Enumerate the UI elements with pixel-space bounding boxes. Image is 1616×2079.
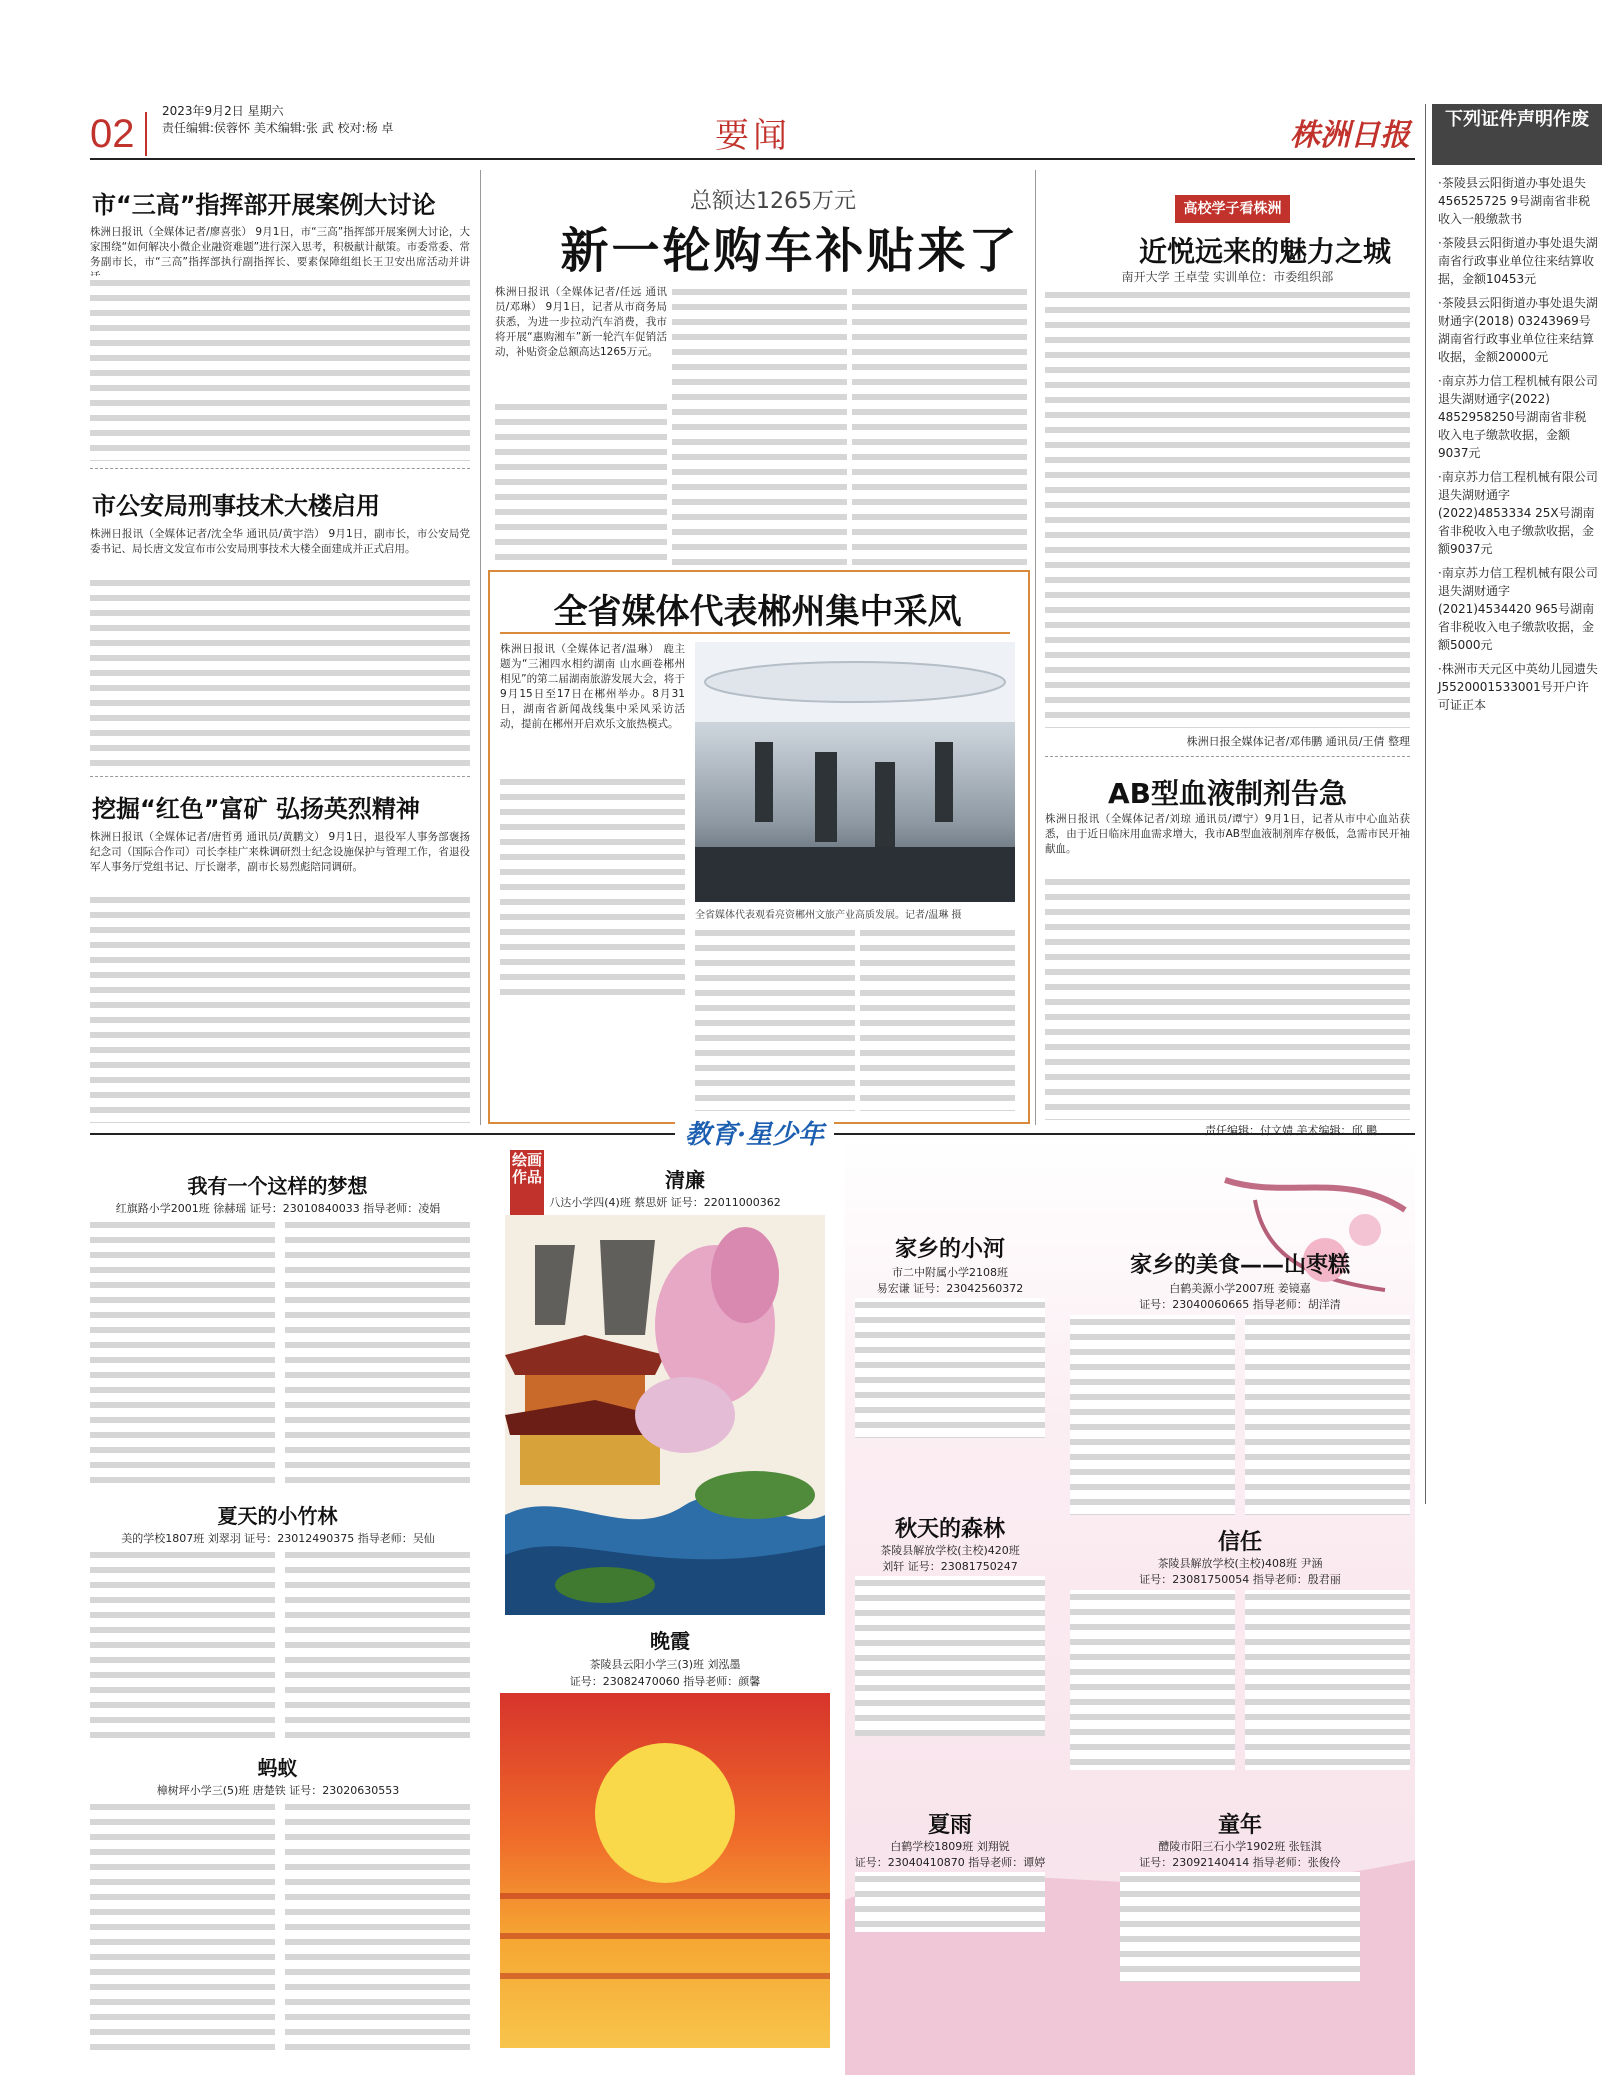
edu-piece-byline: 刘轩 证号：23081750247 (882, 1560, 1018, 1573)
campus-badge: 高校学子看株洲 (1175, 195, 1290, 223)
edu-piece-title: 晚霞 (650, 1629, 690, 1653)
section-title: 要闻 (715, 116, 791, 156)
newspaper-logo: 株洲日报 (1290, 118, 1410, 153)
notice-list (1438, 174, 1598, 1504)
edu-piece-title: 信任 (1217, 1530, 1262, 1555)
edu-piece-byline: 樟树坪小学三(5)班 唐楚铁 证号：23020630553 (156, 1784, 400, 1797)
police-lead: 株洲日报讯（全媒体记者/沈全华 通讯员/黄宇浩） 9月1日，副市长，市公安局党委书记、局长唐文发宣布市公安局刑事技术大楼全面建成并正式启用。 (90, 528, 470, 555)
art-tag: 绘画作品 (510, 1150, 544, 1224)
header-meta (162, 103, 393, 137)
edu-piece-title: 童年 (1217, 1813, 1262, 1838)
car-body-col3 (852, 285, 1027, 565)
edu-banner: 教育·星少年 (675, 1112, 834, 1153)
edu-piece-byline: 易宏谦 证号：23042560372 (876, 1282, 1024, 1295)
campus-title: 近悦远来的魅力之城 (1138, 235, 1391, 268)
media-caption: 全省媒体代表观看亮资郴州文旅产业高质发展。记者/温琳 摄 (695, 910, 962, 921)
edu-piece-body (1120, 1872, 1360, 1982)
notice-item: ·茶陵县云阳街道办事处退失湖南省行政事业单位往来结算收据，金额10453元 (1438, 236, 1598, 286)
edu-editors: 责任编辑：付文婧 美术编辑：邱 鹏 (1205, 1124, 1377, 1137)
separator (1045, 756, 1410, 757)
blood-title: AB型血液制剂告急 (1107, 777, 1347, 810)
separator (90, 468, 470, 469)
edu-piece-body (1245, 1590, 1410, 1770)
edu-piece-title: 家乡的小河 (894, 1237, 1005, 1262)
edu-piece-byline: 市二中附属小学2108班 (892, 1266, 1008, 1279)
sangao-lead: 株洲日报讯（全媒体记者/廖喜张） 9月1日，市“三高”指挥部开展案例大讨论，大家围绕“如何解决小微企业融资难题”进行深入思考，积极献计献策。市委常委、常务副市长，市“三高”指挥部执行副指挥长、要素保障组组长王卫安出席活动并讲 (90, 226, 470, 268)
car-title: 新一轮购车补贴来了 (560, 223, 1020, 279)
edu-piece-title: 我有一个这样的梦想 (187, 1174, 368, 1198)
edu-piece-body (90, 1218, 275, 1488)
edu-piece-body (1070, 1315, 1235, 1515)
edu-piece-body (855, 1298, 1045, 1438)
edu-piece-byline: 白鹤美源小学2007班 姜镜嘉 (1169, 1282, 1311, 1295)
edu-piece-byline: 证号：23092140414 指导老师：张俊伶 (1139, 1856, 1341, 1869)
sangao-title: 市“三高”指挥部开展案例大讨论 (92, 191, 436, 219)
edu-piece-byline: 红旗路小学2001班 徐赫瑶 证号：23010840033 指导老师：凌娟 (115, 1202, 441, 1215)
media-photo (695, 642, 1015, 902)
edu-piece-byline: 美的学校1807班 刘翠羽 证号：23012490375 指导老师：吴仙 (121, 1532, 435, 1545)
media-title: 全省媒体代表郴州集中采风 (553, 592, 962, 632)
edu-piece-body (1245, 1315, 1410, 1515)
edu-piece-byline: 证号：23081750054 指导老师：殷君丽 (1139, 1573, 1341, 1586)
edu-piece-title: 秋天的森林 (894, 1517, 1005, 1542)
date-line: 2023年9月2日 星期六 (162, 104, 284, 118)
column-divider (1035, 170, 1036, 1125)
editors-line: 责任编辑:侯蓉怀 美术编辑:张 武 校对:杨 卓 (162, 121, 394, 135)
police-title: 市公安局刑事技术大楼启用 (92, 492, 380, 520)
edu-piece-byline: 证号：23040410870 指导老师：谭婷 (854, 1856, 1046, 1869)
edu-piece-byline: 八达小学四(4)班 蔡思妍 证号：22011000362 (549, 1196, 781, 1209)
edu-piece-body (285, 1218, 470, 1488)
notice-item: ·茶陵县云阳街道办事处退失456525725 9号湖南省非税收入一般缴款书 (1438, 176, 1591, 226)
edu-piece-body (90, 1800, 275, 2050)
edu-piece-byline: 茶陵县解放学校(主校)408班 尹涵 (1157, 1557, 1323, 1570)
media-lead: 株洲日报讯（全媒体记者/温琳） 鹿主题为“三湘四水相约湖南 山水画卷郴州相见”的第二届湖南旅游发展大会，将于9月15日至17日在郴州举办。8月31日，湖南省新闻战线集中采风采访活动，提前在郴州开启欢乐文旅热模式。 (500, 643, 685, 730)
column-divider (480, 170, 481, 1125)
campus-body (1045, 288, 1410, 728)
edu-piece-byline: 白鹤学校1809班 刘翔锐 (890, 1840, 1010, 1853)
car-kicker: 总额达1265万元 (690, 189, 856, 214)
red-title: 挖掘“红色”富矿 弘扬英烈精神 (92, 795, 420, 823)
notice-item: ·南京苏力信工程机械有限公司退失湖财通字(2022) 4852958250号湖南省非税收入电子缴款收据，金额9037元 (1438, 374, 1598, 460)
edu-piece-title: 清廉 (665, 1168, 705, 1192)
edu-piece-byline: 茶陵县解放学校(主校)420班 (880, 1544, 1020, 1557)
separator (90, 776, 470, 777)
red-lead: 株洲日报讯（全媒体记者/唐哲勇 通讯员/黄鹏文） 9月1日，退役军人事务部褒扬纪念司（国际合作司）司长李桂广来株调研烈士纪念设施保护与管理工作，省退役军人事务厅党组书记、厅长谢孝，副市长易烈彪陪同调研。 (90, 831, 470, 873)
notice-divider (1425, 104, 1426, 1504)
edu-piece-byline: 茶陵县云阳小学三(3)班 刘泓墨 (589, 1658, 741, 1671)
police-body (90, 576, 470, 768)
notice-item: ·南京苏力信工程机械有限公司退失湖财通字(2021)4534420 965号湖南省非税收入电子缴款收据，金额5000元 (1438, 566, 1598, 652)
car-lead: 株洲日报讯（全媒体记者/任远 通讯员/邓琳） 9月1日，记者从市商务局获悉，为进一步拉动汽车消费，我市将开展“惠购湘车”新一轮汽车促销活动，补贴资金总额高达1265万元。 (495, 286, 667, 358)
sangao-body (90, 276, 470, 461)
blood-body (1045, 875, 1410, 1120)
edu-piece-title: 家乡的美食——山枣糕 (1129, 1253, 1350, 1278)
media-photo-robots (695, 642, 1015, 902)
painting-sunset-sun (500, 1693, 830, 2048)
edu-piece-byline: 证号：23040060665 指导老师：胡洋清 (1139, 1298, 1341, 1311)
car-body-col2 (672, 285, 847, 565)
media-body-mid (695, 926, 855, 1111)
header-divider (145, 112, 147, 156)
campus-byline: 南开大学 王卓莹 实训单位：市委组织部 (1121, 270, 1334, 284)
notice-item: ·株洲市天元区中英幼儿园遗失J5520001533001号开户许可证正本 (1438, 662, 1598, 712)
car-body-col1 (495, 400, 667, 565)
campus-credit: 株洲日报全媒体记者/邓伟鹏 通讯员/王倩 整理 (1186, 735, 1410, 748)
edu-piece-byline: 证号：23082470060 指导老师：颜馨 (569, 1675, 761, 1688)
edu-piece-body (285, 1800, 470, 2050)
painting-sunset (500, 1693, 830, 2048)
notice-item: ·茶陵县云阳街道办事处退失湖财通字(2018) 03243969号湖南省行政事业单位往来结算收据，金额20000元 (1438, 296, 1598, 364)
edu-piece-title: 蚂蚁 (257, 1756, 298, 1780)
page-number: 02 (90, 112, 135, 156)
edu-piece-body (285, 1548, 470, 1738)
blood-lead: 株洲日报讯（全媒体记者/刘琼 通讯员/谭宁）9月1日，记者从市中心血站获悉，由于近日临床用血需求增大，我市AB型血液制剂库存极低，急需市民开袖献血。 (1045, 813, 1410, 855)
painting-lotus-pagoda (505, 1215, 825, 1615)
notice-item: ·南京苏力信工程机械有限公司退失湖财通字(2022)4853334 25X号湖南省非税收入电子缴款收据，金额9037元 (1438, 470, 1598, 556)
edu-piece-title: 夏雨 (927, 1813, 972, 1838)
header-rule (90, 158, 1415, 160)
media-title-rule (500, 632, 1010, 634)
media-body-right (860, 926, 1015, 1111)
edu-piece-body (855, 1872, 1045, 1932)
edu-piece-body (90, 1548, 275, 1738)
painting-qinglian (505, 1215, 825, 1615)
edu-piece-byline: 醴陵市阳三石小学1902班 张钰淇 (1158, 1840, 1322, 1853)
edu-piece-body (1070, 1590, 1235, 1770)
edu-piece-title: 夏天的小竹林 (217, 1504, 338, 1528)
edu-piece-body (855, 1576, 1045, 1736)
notice-title: 下列证件声明作废 (1432, 104, 1602, 165)
media-body-left (500, 775, 685, 995)
red-body (90, 893, 470, 1123)
